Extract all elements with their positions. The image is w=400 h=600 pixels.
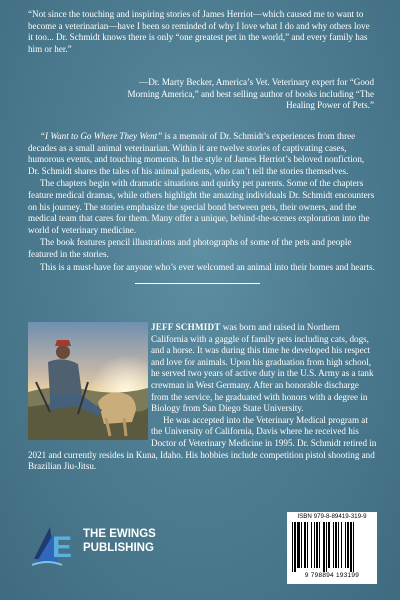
bio-paragraph-1-text: was born and raised in Northern California with a gaggle of family pets including cats, dogs, and a horse. It was during this time he developed his respect and love for animals. Upon his graduation from high school, he served two years of active duty in the U.S. Army as a tank crewman in West Germany. After an honorable discharge from the service, he graduated with honors with a degree in Biology from San Diego State University. [151,322,374,414]
isbn-label: ISBN 979-8-89419-319-9 [297,513,367,520]
svg-text:E: E [52,531,73,564]
description-paragraph-3: The book features pencil illustrations and photographs of some of the pets and people featured in the stories. [28,237,352,259]
description-paragraph-1 [28,131,376,177]
description-paragraph-2: The chapters begin with dramatic situations and quirky pet parents. Some of the chapters feature medical dramas, while others highlight the amazing individuals Dr. Schmidt encounters on his journey. The stories emphasize the special bond between pets, their owners, and the medical team that cares for them. Many offer a unique, behind-the-scenes exploration into the world of veterinary medicine. [28,178,375,235]
barcode-bars [292,522,372,572]
description-paragraph-4: This is a must-have for anyone who’s ever welcomed an animal into their homes and hearts. [40,261,375,272]
bio-paragraph-2: He was accepted into the Veterinary Medical program at the University of California, Davis where he received his Doctor of Veterinary Medicine in 1995. Dr. Schmidt retired in 2021 and currently resides in Kuna, Idaho. His hobbies include competition pistol shooting and Brazilian Jiu-Jitsu. [28,414,377,472]
author-name: JEFF SCHMIDT [151,322,221,332]
book-e-logo-icon [32,519,82,569]
isbn-barcode [287,512,377,584]
endorsement-attribution: —Dr. Marty Becker, America’s Vet. Veterinary expert for “Good Morning America,” and best selling author of books including “The Healing Power of Pets.” [127,77,374,111]
barcode-number: 9 798894 193199 [304,572,360,579]
endorsement-quote: “Not since the touching and inspiring stories of James Herriot—which caused me to want to become a veterinarian—have I been so reminded of why I love what I do and why others love it too... Dr. Schmidt knows there is only “one greatest pet in the world,” and every family has him or her.” [28,9,370,54]
book-description [28,131,376,274]
section-divider [135,283,260,284]
publisher-name-line-2: PUBLISHING [83,542,154,554]
author-photo [28,322,148,440]
description-paragraph-1-text: is a memoir of Dr. Schmidt’s experiences from three decades as a small animal veterinarian. Within it are twelve stories of captivating cases, humorous events, and touching moments. In the style of James Herriot’s beloved nonfiction, Dr. Schmidt shares the tales of his animal patients, who can’t tell the stories themselves. [28,131,365,176]
publisher-name [83,527,156,555]
book-title: “I Want to Go Where They Went” [40,131,163,141]
publisher-name-line-1: THE EWINGS [83,528,156,540]
